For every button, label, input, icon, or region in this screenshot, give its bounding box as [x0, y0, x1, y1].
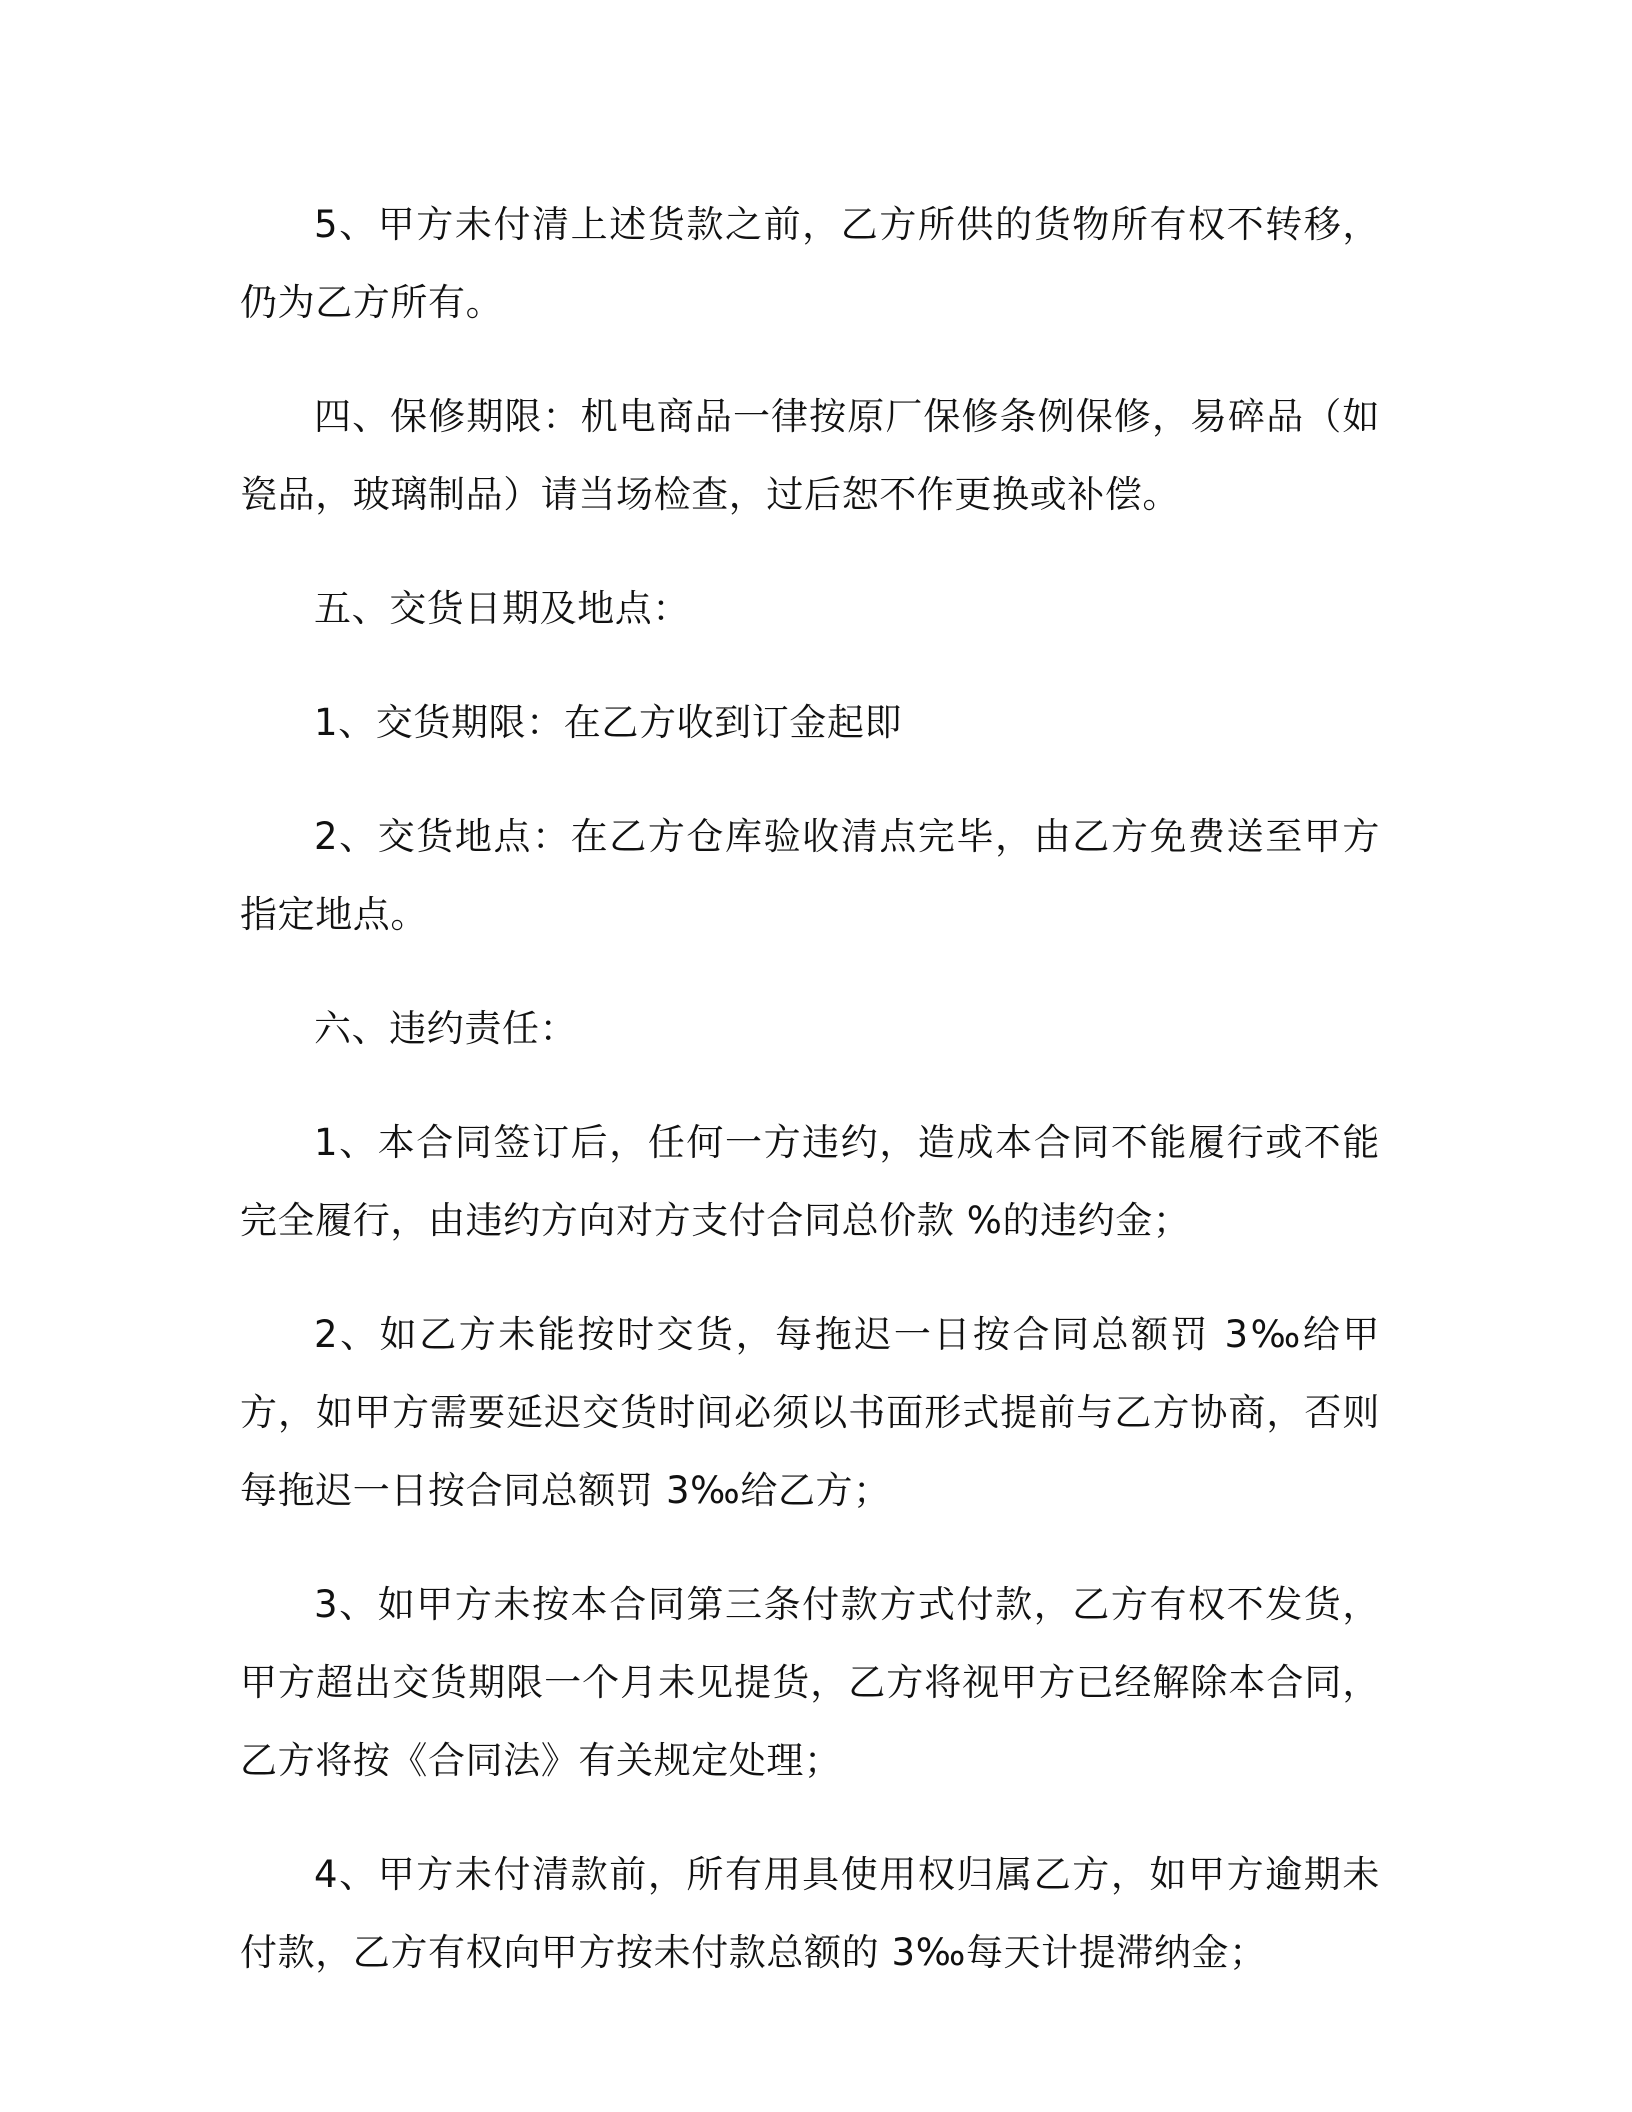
clause-breach-penalty: 1、本合同签订后，任何一方违约，造成本合同不能履行或不能完全履行，由违约方向对方支付合同总价款 %的违约金；: [240, 1121, 1380, 1242]
section-delivery-heading: 五、交货日期及地点：: [314, 587, 690, 630]
clause-late-payment-handling: 3、如甲方未按本合同第三条付款方式付款，乙方有权不发货，甲方超出交货期限一个月未见提货，乙方将视甲方已经解除本合同，乙方将按《合同法》有关规定处理；: [240, 1583, 1380, 1782]
clause-delivery-location: 2、交货地点：在乙方仓库验收清点完毕，由乙方免费送至甲方指定地点。: [240, 815, 1380, 936]
clause-late-delivery-penalty: 2、如乙方未能按时交货，每拖迟一日按合同总额罚 3‰给甲方，如甲方需要延迟交货时间必须以书面形式提前与乙方协商，否则每拖迟一日按合同总额罚 3‰给乙方；: [240, 1313, 1380, 1512]
clause-delivery-deadline: 1、交货期限：在乙方收到订金起即: [314, 701, 903, 744]
clause-ownership-transfer: 5、甲方未付清上述货款之前，乙方所供的货物所有权不转移，仍为乙方所有。: [240, 203, 1380, 324]
contract-body: [240, 186, 1380, 2028]
section-warranty-period: 四、保修期限：机电商品一律按原厂保修条例保修，易碎品（如瓷品，玻璃制品）请当场检查，过后恕不作更换或补偿。: [240, 395, 1380, 516]
clause-late-payment-fee: 4、甲方未付清款前，所有用具使用权归属乙方，如甲方逾期未付款，乙方有权向甲方按未付款总额的 3‰每天计提滞纳金；: [240, 1853, 1380, 1974]
section-liability-heading: 六、违约责任：: [314, 1007, 578, 1050]
